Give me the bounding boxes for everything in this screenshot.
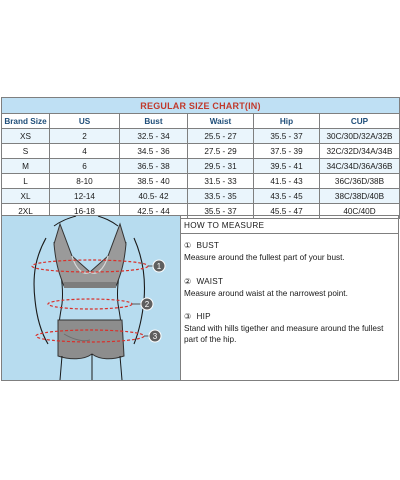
table-cell: 36C/36D/38B	[320, 174, 400, 189]
table-cell: XS	[2, 129, 50, 144]
table-cell: 37.5 - 39	[254, 144, 320, 159]
table-cell: 41.5 - 43	[254, 174, 320, 189]
svg-text:1: 1	[156, 262, 162, 271]
waist-label: WAIST	[196, 277, 224, 286]
size-chart-table	[1, 97, 400, 219]
table-cell: 16-18	[50, 204, 120, 219]
measure-instructions	[181, 216, 398, 380]
waist-description: Measure around waist at the narrowest point.	[184, 289, 348, 298]
table-cell: 38.5 - 40	[120, 174, 188, 189]
table-cell: 35.5 - 37	[188, 204, 254, 219]
waist-marker	[141, 298, 153, 310]
body-measurement-figure	[2, 216, 181, 380]
hip-marker	[149, 330, 161, 342]
column-header: Brand Size	[2, 114, 50, 129]
hip-label: HIP	[196, 312, 211, 321]
table-cell: M	[2, 159, 50, 174]
table-cell: 34C/34D/36A/36B	[320, 159, 400, 174]
table-cell: 2	[50, 129, 120, 144]
table-cell: 31.5 - 33	[188, 174, 254, 189]
table-cell: 32.5 - 34	[120, 129, 188, 144]
table-row	[2, 174, 400, 189]
table-cell: 12-14	[50, 189, 120, 204]
body-illustration	[2, 216, 180, 380]
hip-instruction	[184, 311, 396, 345]
table-cell: 38C/38D/40B	[320, 189, 400, 204]
table-cell: 43.5 - 45	[254, 189, 320, 204]
table-cell: L	[2, 174, 50, 189]
table-cell: 25.5 - 27	[188, 129, 254, 144]
column-header: Hip	[254, 114, 320, 129]
table-cell: 27.5 - 29	[188, 144, 254, 159]
table-cell: 34.5 - 36	[120, 144, 188, 159]
bust-marker	[153, 260, 165, 272]
table-cell: 2XL	[2, 204, 50, 219]
svg-text:2: 2	[144, 300, 150, 309]
table-cell: S	[2, 144, 50, 159]
waist-number: ②	[184, 277, 192, 286]
column-header: CUP	[320, 114, 400, 129]
how-to-measure-section	[1, 215, 399, 381]
bust-number: ①	[184, 241, 192, 250]
hip-number: ③	[184, 312, 192, 321]
table-cell: 30C/30D/32A/32B	[320, 129, 400, 144]
table-cell: 6	[50, 159, 120, 174]
table-cell: 35.5 - 37	[254, 129, 320, 144]
table-cell: 36.5 - 38	[120, 159, 188, 174]
size-chart-header-row	[2, 114, 400, 129]
table-cell: XL	[2, 189, 50, 204]
table-cell: 32C/32D/34A/34B	[320, 144, 400, 159]
table-cell: 39.5 - 41	[254, 159, 320, 174]
column-header: Waist	[188, 114, 254, 129]
bust-description: Measure around the fullest part of your bust.	[184, 253, 345, 262]
table-cell: 8-10	[50, 174, 120, 189]
divider	[181, 233, 398, 234]
table-cell: 4	[50, 144, 120, 159]
table-cell: 29.5 - 31	[188, 159, 254, 174]
table-cell: 45.5 - 47	[254, 204, 320, 219]
column-header: US	[50, 114, 120, 129]
hip-description: Stand with hills tigether and measure around the fullest part of the hip.	[184, 324, 384, 344]
size-chart-title: REGULAR SIZE CHART(IN)	[2, 98, 400, 114]
table-cell: 40.5- 42	[120, 189, 188, 204]
svg-text:3: 3	[152, 332, 158, 341]
table-cell: 33.5 - 35	[188, 189, 254, 204]
table-row	[2, 129, 400, 144]
table-row	[2, 189, 400, 204]
waist-instruction	[184, 276, 396, 299]
table-row	[2, 144, 400, 159]
bust-label: BUST	[196, 241, 220, 250]
table-row	[2, 159, 400, 174]
table-cell: 42.5 - 44	[120, 204, 188, 219]
table-cell: 40C/40D	[320, 204, 400, 219]
how-to-measure-title: HOW TO MEASURE	[184, 221, 265, 230]
bust-instruction	[184, 240, 396, 263]
column-header: Bust	[120, 114, 188, 129]
